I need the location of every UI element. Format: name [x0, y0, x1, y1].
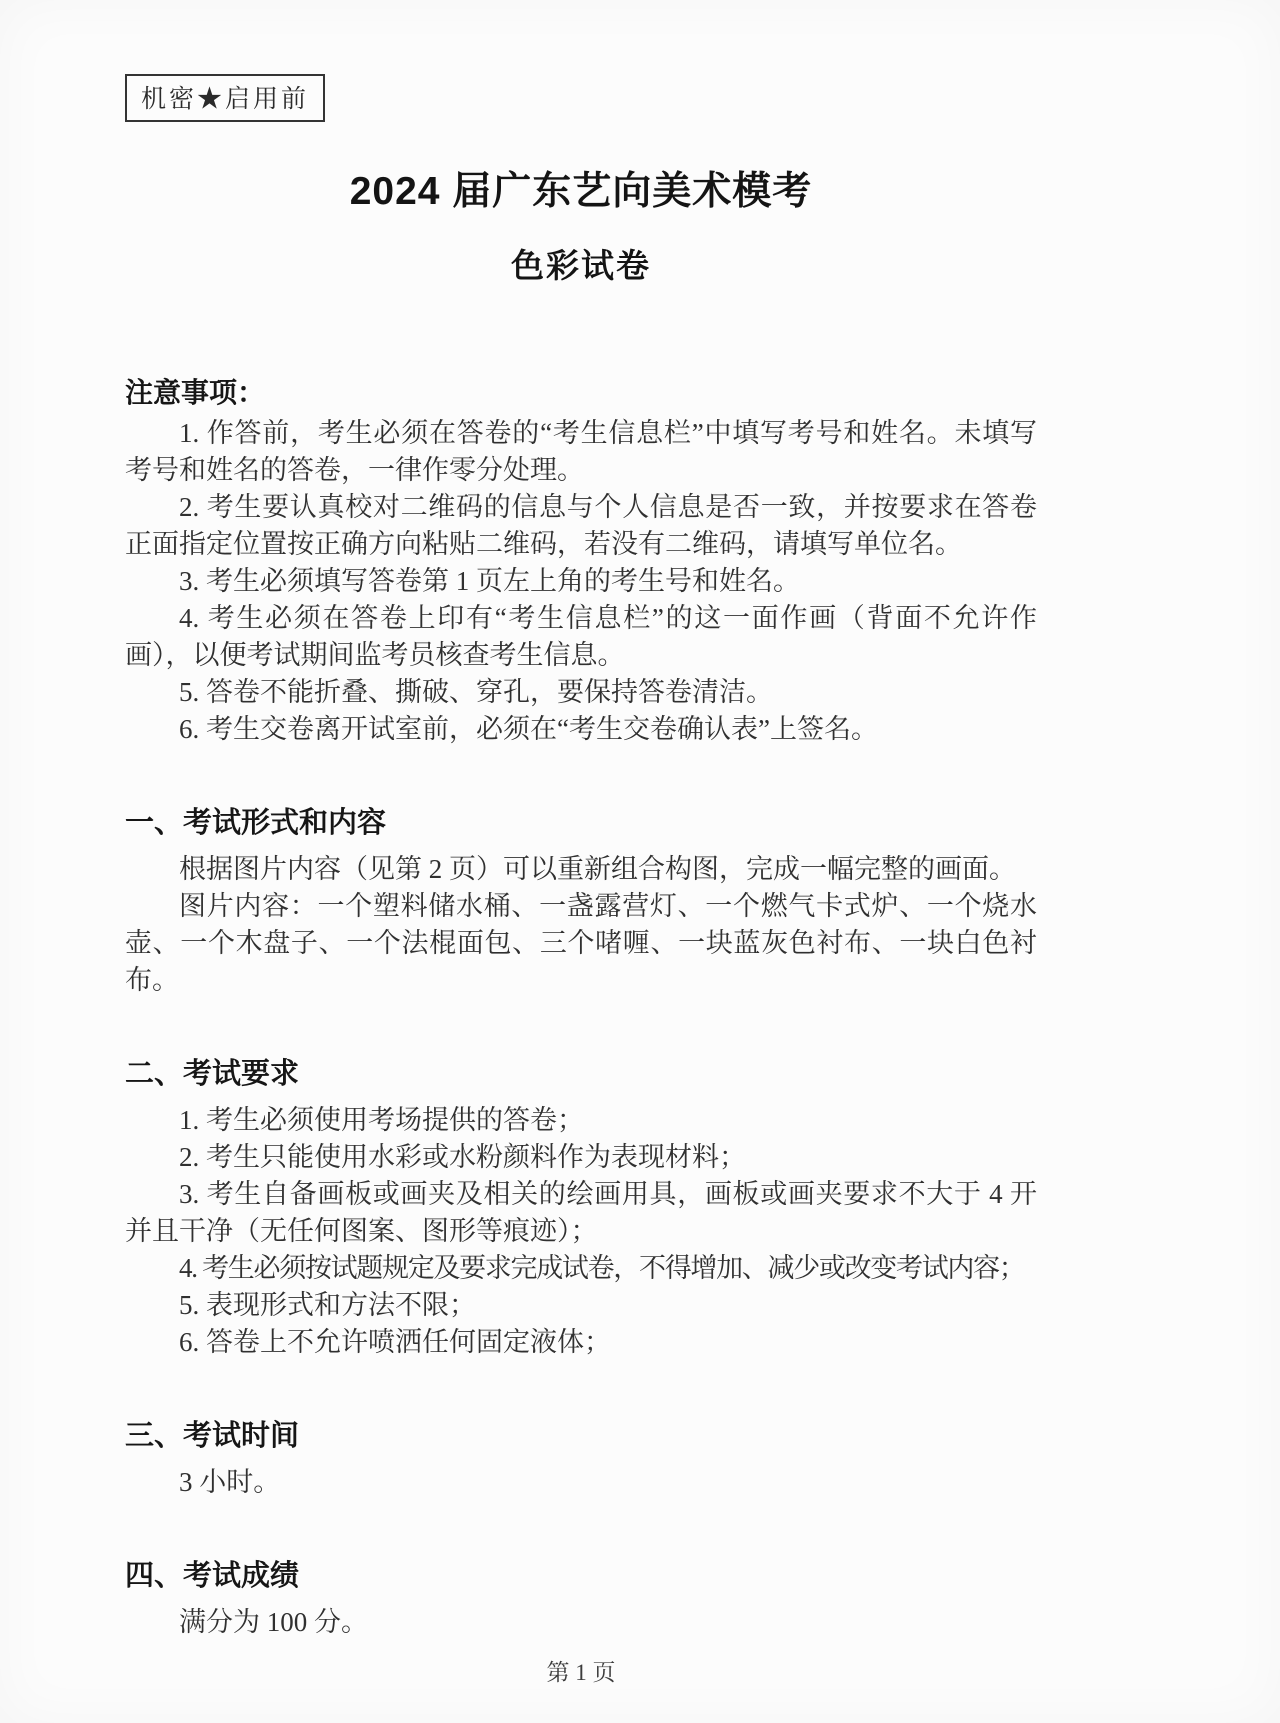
section-exam-format: [125, 800, 1037, 999]
notice-item-3: 3. 考生必须填写答卷第 1 页左上角的考生号和姓名。: [179, 566, 800, 596]
notice-item-1: 1. 作答前，考生必须在答卷的“考生信息栏”中填写考号和姓名。未填写考号和姓名的答卷，一律作零分处理。: [125, 418, 1037, 485]
notice-item-5: 5. 答卷不能折叠、撕破、穿孔，要保持答卷清洁。: [179, 677, 773, 707]
notice-item-4: 4. 考生必须在答卷上印有“考生信息栏”的这一面作画（背面不允许作画），以便考试期间监考员核查考生信息。: [125, 603, 1037, 670]
requirement-item-5: 5. 表现形式和方法不限；: [179, 1290, 476, 1320]
page-subtitle: 色彩试卷: [511, 247, 651, 284]
confidential-stamp: 机密★启用前: [125, 74, 325, 122]
requirement-item-4: 4. 考生必须按试题规定及要求完成试卷，不得增加、减少或改变考试内容；: [179, 1253, 1025, 1283]
requirement-item-2: 2. 考生只能使用水彩或水粉颜料作为表现材料；: [179, 1142, 746, 1172]
requirement-item-1: 1. 考生必须使用考场提供的答卷；: [179, 1105, 584, 1135]
section-exam-requirements: [125, 1051, 1037, 1361]
section-exam-score: [125, 1553, 1037, 1641]
notice-item-6: 6. 考生交卷离开试室前，必须在“考生交卷确认表”上签名。: [179, 714, 878, 744]
section-exam-score-heading: 四、考试成绩: [125, 1560, 300, 1592]
exam-score-value: 满分为 100 分。: [179, 1607, 368, 1637]
page-title: 2024 届广东艺向美术模考: [349, 170, 813, 213]
footer-page-number: 第 1 页: [546, 1660, 616, 1685]
requirement-item-3: 3. 考生自备画板或画夹及相关的绘画用具，画板或画夹要求不大于 4 开并且干净（无任何图案、图形等痕迹）；: [125, 1179, 1037, 1246]
section-exam-format-paragraph-2: 图片内容：一个塑料储水桶、一盏露营灯、一个燃气卡式炉、一个烧水壶、一个木盘子、一个法棍面包、三个啫喱、一块蓝灰色衬布、一块白色衬布。: [125, 891, 1037, 995]
section-exam-time: [125, 1413, 1037, 1501]
exam-time-value: 3 小时。: [179, 1467, 281, 1497]
page-content: [125, 0, 1037, 1641]
requirement-item-6: 6. 答卷上不允许喷洒任何固定液体；: [179, 1327, 611, 1357]
section-exam-format-paragraph-1: 根据图片内容（见第 2 页）可以重新组合构图，完成一幅完整的画面。: [179, 854, 1016, 884]
section-exam-time-heading: 三、考试时间: [125, 1420, 300, 1452]
notice-item-2: 2. 考生要认真校对二维码的信息与个人信息是否一致，并按要求在答卷正面指定位置按正确方向粘贴二维码，若没有二维码，请填写单位名。: [125, 492, 1037, 559]
notice-heading: 注意事项：: [125, 377, 266, 408]
section-exam-requirements-heading: 二、考试要求: [125, 1058, 300, 1090]
section-exam-format-heading: 一、考试形式和内容: [125, 807, 387, 839]
